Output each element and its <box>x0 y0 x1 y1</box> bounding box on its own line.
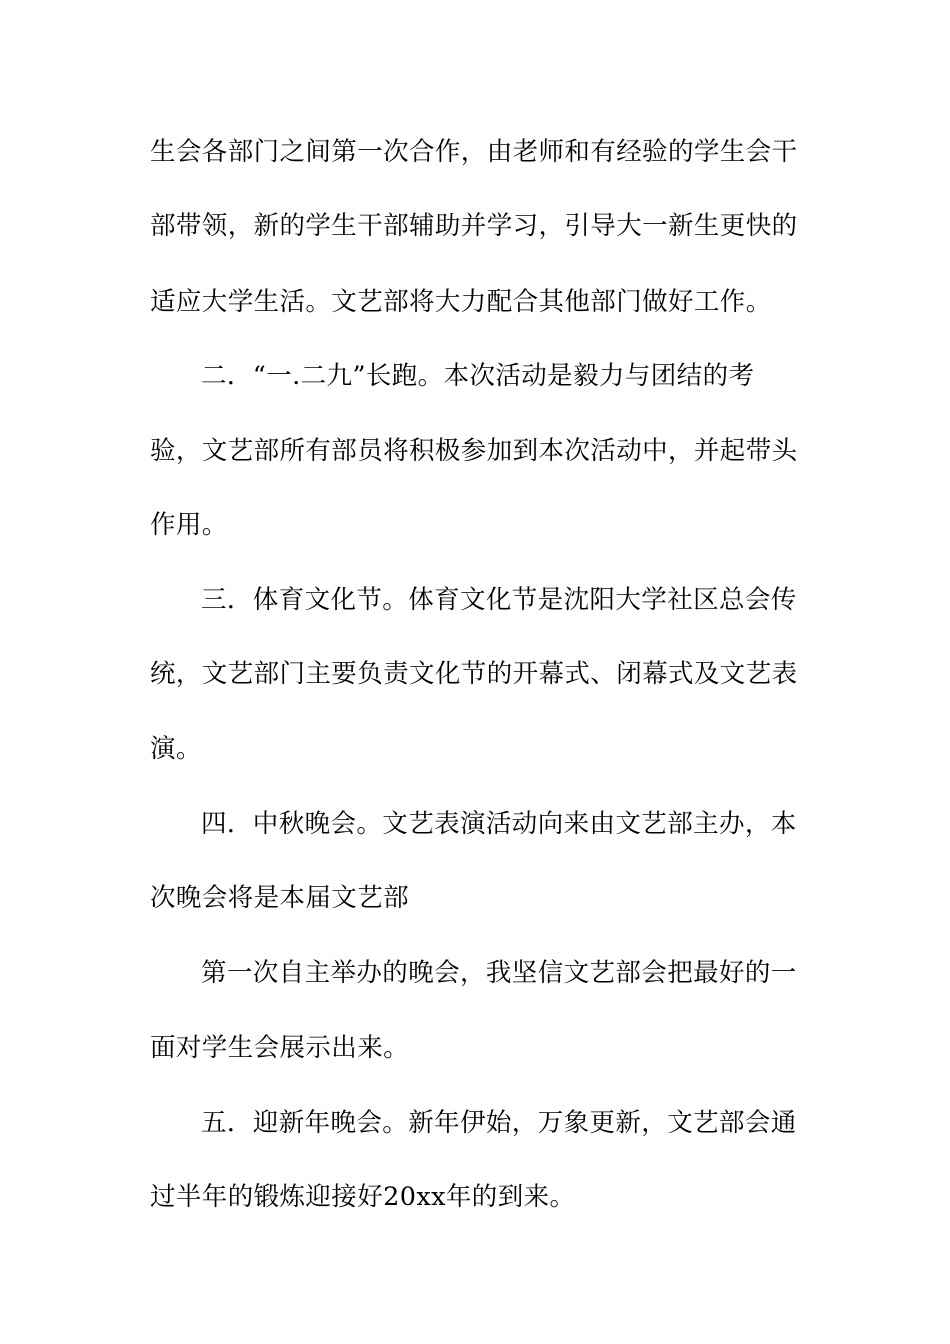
text-line: 验，文艺部所有部员将积极参加到本次活动中，并起带头 <box>150 436 798 466</box>
text-line: 生会各部门之间第一次合作，由老师和有经验的学生会干 <box>150 137 798 167</box>
paragraph-four-continued: 第一次自主举办的晚会，我坚信文艺部会把最好的一 <box>201 958 797 988</box>
text-line: 作用。 <box>150 510 228 540</box>
text-line: 面对学生会展示出来。 <box>150 1033 410 1063</box>
text-line: 适应大学生活。文艺部将大力配合其他部门做好工作。 <box>150 287 772 317</box>
paragraph-five-start: 五．迎新年晚会。新年伊始，万象更新，文艺部会通 <box>201 1108 797 1138</box>
text-line: 过半年的锻炼迎接好20xx年的到来。 <box>150 1182 576 1212</box>
text-line: 统，文艺部门主要负责文化节的开幕式、闭幕式及文艺表 <box>150 659 798 689</box>
paragraph-two-start: 二．“一.二九”长跑。本次活动是毅力与团结的考 <box>201 361 755 391</box>
text-line: 部带领，新的学生干部辅助并学习，引导大一新生更快的 <box>150 211 798 241</box>
paragraph-three-start: 三．体育文化节。体育文化节是沈阳大学社区总会传 <box>201 585 797 615</box>
text-line: 次晚会将是本届文艺部 <box>150 883 410 913</box>
text-line: 演。 <box>150 734 202 764</box>
paragraph-four-start: 四．中秋晚会。文艺表演活动向来由文艺部主办，本 <box>201 809 797 839</box>
